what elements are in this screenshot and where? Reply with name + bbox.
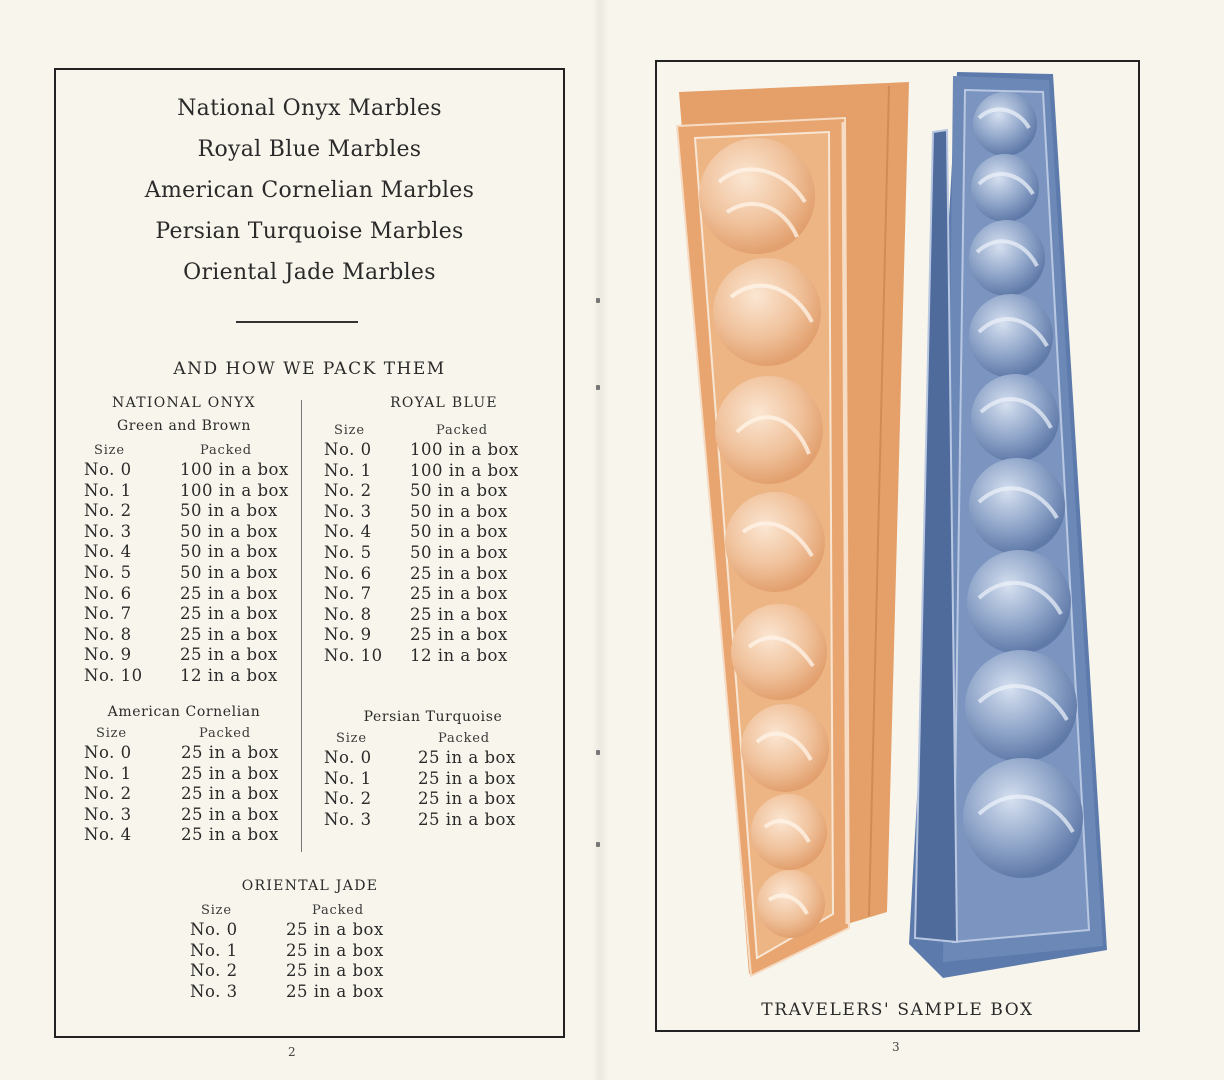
packed-cell: 100 in a box bbox=[180, 480, 289, 500]
table-row bbox=[324, 810, 524, 831]
size-cell: No. 6 bbox=[324, 563, 372, 583]
packed-cell: 25 in a box bbox=[410, 563, 508, 583]
table-row bbox=[190, 982, 430, 1003]
size-cell: No. 3 bbox=[324, 501, 372, 521]
table-row bbox=[84, 460, 289, 481]
packed-header: Packed bbox=[199, 726, 251, 741]
packed-cell: 50 in a box bbox=[410, 522, 508, 542]
size-cell: No. 1 bbox=[324, 768, 372, 788]
packed-cell: 25 in a box bbox=[418, 768, 516, 788]
page-number-right: 3 bbox=[892, 1040, 900, 1054]
size-cell: No. 5 bbox=[84, 562, 132, 582]
size-header: Size bbox=[96, 726, 127, 741]
table-heading: NATIONAL ONYX bbox=[112, 395, 256, 411]
size-cell: No. 6 bbox=[84, 583, 132, 603]
table-rows bbox=[84, 743, 284, 846]
table-row bbox=[324, 748, 524, 769]
size-cell: No. 2 bbox=[324, 789, 372, 809]
packed-cell: 25 in a box bbox=[418, 809, 516, 829]
staple-mark bbox=[596, 298, 600, 303]
packed-cell: 100 in a box bbox=[410, 440, 519, 459]
packed-cell: 25 in a box bbox=[418, 748, 516, 767]
packed-cell: 100 in a box bbox=[410, 460, 519, 480]
size-cell: No. 8 bbox=[84, 624, 132, 644]
size-cell: No. 0 bbox=[324, 440, 372, 459]
packed-header: Packed bbox=[312, 903, 364, 918]
table-heading: ROYAL BLUE bbox=[390, 395, 498, 411]
title-persian-turquoise: Persian Turquoise Marbles bbox=[155, 219, 464, 244]
packed-cell: 25 in a box bbox=[180, 645, 278, 665]
table-row bbox=[324, 605, 534, 626]
sample-box-illustration bbox=[657, 62, 1138, 992]
table-row bbox=[84, 784, 284, 805]
packed-cell: 25 in a box bbox=[418, 789, 516, 809]
packed-cell: 25 in a box bbox=[286, 920, 384, 939]
packed-cell: 12 in a box bbox=[180, 665, 278, 685]
table-heading: Persian Turquoise bbox=[363, 709, 503, 725]
table-row bbox=[324, 789, 524, 810]
packed-header: Packed bbox=[436, 423, 488, 438]
size-cell: No. 4 bbox=[84, 825, 132, 845]
packed-cell: 25 in a box bbox=[410, 625, 508, 645]
page-number-left: 2 bbox=[288, 1045, 296, 1059]
packed-cell: 25 in a box bbox=[286, 961, 384, 981]
packed-cell: 50 in a box bbox=[180, 542, 278, 562]
size-cell: No. 5 bbox=[324, 542, 372, 562]
table-row bbox=[84, 805, 284, 826]
table-row bbox=[190, 920, 430, 941]
packed-cell: 25 in a box bbox=[180, 624, 278, 644]
orange-box-icon bbox=[677, 82, 909, 976]
table-row bbox=[84, 584, 284, 605]
packed-cell: 25 in a box bbox=[286, 940, 384, 960]
table-row bbox=[84, 743, 284, 764]
table-row bbox=[324, 461, 534, 482]
packed-cell: 25 in a box bbox=[181, 825, 279, 845]
size-header: Size bbox=[336, 731, 367, 746]
size-cell: No. 2 bbox=[84, 784, 132, 804]
table-row bbox=[84, 645, 284, 666]
table-rows bbox=[324, 748, 524, 830]
national-onyx-table bbox=[84, 395, 289, 687]
table-row bbox=[84, 604, 284, 625]
table-rows bbox=[324, 440, 534, 667]
size-cell: No. 2 bbox=[84, 501, 132, 521]
size-cell: No. 7 bbox=[84, 604, 132, 624]
size-cell: No. 0 bbox=[324, 748, 372, 767]
royal-blue-table bbox=[324, 395, 534, 667]
title-american-cornelian: American Cornelian Marbles bbox=[144, 178, 475, 203]
table-row bbox=[84, 522, 284, 543]
column-headers bbox=[84, 443, 284, 460]
table-row bbox=[84, 480, 289, 502]
size-cell: No. 10 bbox=[324, 645, 383, 665]
size-cell: No. 4 bbox=[84, 542, 132, 562]
caption-travelers-sample-box: TRAVELERS' SAMPLE BOX bbox=[761, 1000, 1034, 1020]
packed-cell: 50 in a box bbox=[410, 501, 508, 521]
packed-cell: 25 in a box bbox=[180, 583, 278, 603]
table-heading: American Cornelian bbox=[107, 704, 261, 720]
table-row bbox=[190, 961, 430, 982]
table-row bbox=[324, 481, 534, 502]
packed-cell: 25 in a box bbox=[286, 981, 384, 1001]
page-gutter bbox=[592, 0, 608, 1080]
table-row bbox=[324, 543, 534, 564]
table-row bbox=[324, 440, 534, 461]
table-rows bbox=[190, 920, 430, 1002]
table-row bbox=[190, 941, 430, 962]
packed-cell: 100 in a box bbox=[180, 460, 289, 479]
table-row bbox=[324, 769, 524, 790]
table-subheading: Green and Brown bbox=[116, 418, 252, 434]
packed-cell: 25 in a box bbox=[410, 604, 508, 624]
packed-header: Packed bbox=[438, 731, 490, 746]
table-row bbox=[84, 666, 284, 687]
table-row bbox=[84, 825, 284, 846]
size-cell: No. 2 bbox=[190, 961, 238, 981]
right-page-frame bbox=[655, 60, 1140, 1032]
table-row bbox=[84, 764, 284, 785]
size-header: Size bbox=[201, 903, 232, 918]
staple-mark bbox=[596, 385, 600, 390]
column-headers bbox=[324, 731, 524, 748]
size-cell: No. 3 bbox=[84, 521, 132, 541]
table-row bbox=[324, 625, 534, 646]
size-cell: No. 7 bbox=[324, 584, 372, 604]
packed-cell: 25 in a box bbox=[181, 743, 279, 762]
left-page-frame bbox=[54, 68, 565, 1038]
size-cell: No. 3 bbox=[324, 809, 372, 829]
size-cell: No. 10 bbox=[84, 665, 143, 685]
table-row bbox=[84, 625, 284, 646]
title-national-onyx: National Onyx Marbles bbox=[177, 96, 442, 121]
table-heading: ORIENTAL JADE bbox=[241, 878, 379, 894]
size-cell: No. 0 bbox=[190, 920, 238, 939]
size-cell: No. 1 bbox=[190, 940, 238, 960]
packing-heading: AND HOW WE PACK THEM bbox=[173, 359, 446, 379]
packed-cell: 50 in a box bbox=[180, 521, 278, 541]
packed-cell: 50 in a box bbox=[410, 481, 508, 501]
size-cell: No. 3 bbox=[190, 981, 238, 1001]
packed-cell: 50 in a box bbox=[180, 562, 278, 582]
divider-rule bbox=[236, 321, 358, 323]
staple-mark bbox=[596, 842, 600, 847]
packed-cell: 25 in a box bbox=[181, 763, 279, 783]
table-row bbox=[324, 502, 534, 523]
table-row bbox=[324, 584, 534, 605]
size-cell: No. 2 bbox=[324, 481, 372, 501]
packed-cell: 50 in a box bbox=[410, 542, 508, 562]
american-cornelian-table bbox=[84, 704, 284, 846]
title-oriental-jade: Oriental Jade Marbles bbox=[183, 260, 436, 285]
packed-header: Packed bbox=[200, 443, 252, 458]
table-row bbox=[324, 646, 534, 667]
size-header: Size bbox=[94, 443, 125, 458]
oriental-jade-table bbox=[190, 878, 430, 1002]
size-cell: No. 1 bbox=[324, 460, 372, 480]
size-cell: No. 4 bbox=[324, 522, 372, 542]
column-headers bbox=[84, 726, 284, 743]
packed-cell: 50 in a box bbox=[180, 501, 278, 521]
staple-mark bbox=[596, 750, 600, 755]
size-cell: No. 0 bbox=[84, 743, 132, 762]
size-cell: No. 8 bbox=[324, 604, 372, 624]
column-headers bbox=[190, 903, 430, 920]
packed-cell: 25 in a box bbox=[410, 584, 508, 604]
blue-box-icon bbox=[909, 72, 1107, 978]
table-rows bbox=[84, 460, 289, 687]
packed-cell: 25 in a box bbox=[181, 804, 279, 824]
size-cell: No. 1 bbox=[84, 763, 132, 783]
persian-turquoise-table bbox=[324, 709, 524, 830]
packed-cell: 12 in a box bbox=[410, 645, 508, 665]
column-divider bbox=[301, 400, 302, 852]
size-cell: No. 3 bbox=[84, 804, 132, 824]
size-cell: No. 9 bbox=[324, 625, 372, 645]
table-row bbox=[84, 542, 284, 563]
table-row bbox=[324, 564, 534, 585]
title-royal-blue: Royal Blue Marbles bbox=[197, 137, 422, 162]
size-cell: No. 9 bbox=[84, 645, 132, 665]
table-row bbox=[84, 501, 284, 522]
size-cell: No. 0 bbox=[84, 460, 132, 479]
packed-cell: 25 in a box bbox=[180, 604, 278, 624]
size-cell: No. 1 bbox=[84, 480, 132, 500]
table-row bbox=[84, 563, 284, 584]
column-headers bbox=[324, 423, 534, 440]
table-row bbox=[324, 522, 534, 543]
size-header: Size bbox=[334, 423, 365, 438]
marble-titles bbox=[56, 88, 563, 293]
packed-cell: 25 in a box bbox=[181, 784, 279, 804]
